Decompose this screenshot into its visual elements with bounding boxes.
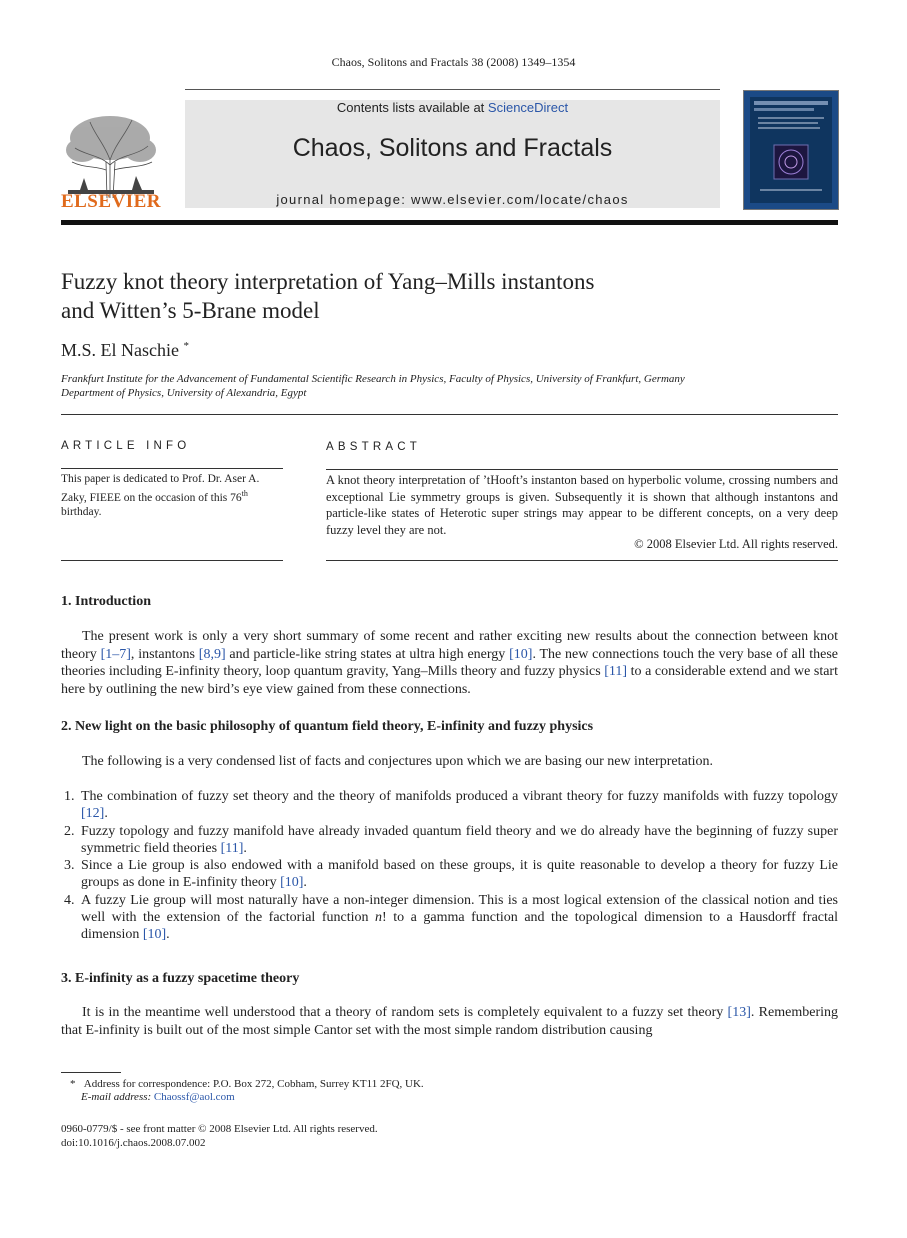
paragraph-e-infinity: It is in the meantime well understood that a theory of random sets is completely equivalent to a fuzzy set theory [13]. Remembering that E-infinity is built out of the most simple Cantor set with the most simple random distribution causing — [61, 1005, 838, 1038]
list-item: 1. The combination of fuzzy set theory and the theory of manifolds produced a vibrant theory for fuzzy manifolds with fuzzy topology [12]. — [64, 789, 838, 822]
abstract-copyright: © 2008 Elsevier Ltd. All rights reserved. — [634, 537, 838, 551]
citation-link[interactable]: [10] — [142, 927, 167, 943]
affiliation-2: Department of Physics, University of Alexandria, Egypt — [61, 387, 307, 399]
citation-link[interactable]: [13] — [727, 1005, 751, 1020]
article-title — [61, 267, 838, 325]
sciencedirect-link[interactable]: ScienceDirect — [487, 100, 569, 115]
contents-line — [185, 100, 720, 115]
article-info-text: This paper is dedicated to Prof. Dr. Aser A. Zaky, FIEEE on the occasion of this 76th birthday. — [61, 473, 260, 518]
journal-cover-icon — [743, 90, 839, 210]
affiliation-1: Frankfurt Institute for the Advancement of Fundamental Scientific Research in Physics, Faculty of Physics, University of Frankfurt, Germany — [61, 373, 685, 385]
journal-title: Chaos, Solitons and Fractals — [292, 134, 613, 162]
email-link[interactable]: Chaossf@aol.com — [153, 1091, 235, 1103]
citation-link[interactable]: [10] — [509, 646, 533, 662]
list-item: 2. Fuzzy topology and fuzzy manifold have already invaded quantum field theory and we do already have the beginning of fuzzy super symmetric field theories [11]. — [64, 823, 838, 856]
issn-doi — [61, 1122, 378, 1150]
citation-link[interactable]: [12] — [81, 806, 105, 822]
list-item: 4. A fuzzy Lie group will most naturally have a non-integer dimension. This is a most logical extension of the classical notion and ties well with the extension of the factorial function n! to a gamma function and the topological dimension to a Hausdorff fractal dimension [10]. — [64, 892, 839, 943]
doi-line[interactable]: doi:10.1016/j.chaos.2008.07.002 — [61, 1137, 206, 1149]
section-heading-2: 2. New light on the basic philosophy of quantum field theory, E-infinity and fuzzy physics — [61, 719, 594, 734]
citation-link[interactable]: [11] — [604, 664, 628, 679]
paragraph-introduction: The present work is only a very short summary of some recent and rather exciting new results about the connection between knot theory [1–7], instantons [8,9] and particle-like string states at ultra high energy [10]. The new connections touch the very base of all these theories including E-infinity theory, loop quantum gravity, Yang–Mills theory and fuzzy physics [11] to a considerable extend and we start here by outlining the new bird’s eye view gained from these connections. — [61, 629, 838, 697]
divider — [326, 469, 838, 470]
numbered-list — [61, 788, 838, 944]
citation-link[interactable]: [11] — [220, 840, 244, 856]
divider — [61, 560, 283, 561]
title-line-1: Fuzzy knot theory interpretation of Yang–Mills instantons — [61, 269, 595, 294]
footnote-email: E-mail address: Chaossf@aol.com — [81, 1091, 235, 1103]
article-info-label: ARTICLE INFO — [61, 440, 191, 452]
abstract-text: A knot theory interpretation of ’tHooft’s instanton based on hyperbolic volume, crossing numbers and exceptional Lie symmetry groups is given. Subsequently it is shown that although instantons and particle-like states of Heterotic super strings may appear to be different concepts, on a very deep fuzzy level they are not. — [326, 473, 838, 537]
paragraph-list-intro: The following is a very condensed list of facts and conjectures upon which we are basing our new interpretation. — [82, 754, 713, 769]
affiliations — [61, 372, 838, 400]
running-head: Chaos, Solitons and Fractals 38 (2008) 1349–1354 — [331, 55, 576, 69]
list-item: 3. Since a Lie group is also endowed with a manifold based on these groups, it is quite reasonable to develop a theory for fuzzy Lie groups as done in E-infinity theory [10]. — [64, 858, 838, 891]
divider — [61, 468, 283, 469]
citation-link[interactable]: [1–7] — [100, 646, 131, 662]
title-line-2: and Witten’s 5-Brane model — [61, 298, 320, 323]
section-heading-3: 3. E-infinity as a fuzzy spacetime theory — [61, 971, 300, 986]
header-rule — [185, 89, 720, 90]
author-footnote-mark[interactable]: * — [183, 340, 189, 352]
divider — [61, 414, 838, 415]
footnote-address: * Address for correspondence: P.O. Box 272, Cobham, Surrey KT11 2FQ, UK. — [70, 1078, 424, 1090]
author-name: M.S. El Naschie — [61, 340, 179, 360]
divider — [326, 560, 838, 561]
masthead-rule — [61, 220, 838, 225]
journal-homepage[interactable]: journal homepage: www.elsevier.com/locate/chaos — [276, 192, 629, 207]
publisher-logo: ELSEVIER — [60, 191, 162, 212]
section-heading-1: 1. Introduction — [61, 594, 151, 609]
author — [61, 340, 189, 361]
issn-line: 0960-0779/$ - see front matter © 2008 Elsevier Ltd. All rights reserved. — [61, 1123, 378, 1135]
citation-link[interactable]: [8,9] — [198, 646, 226, 662]
abstract-label: ABSTRACT — [326, 441, 421, 453]
citation-link[interactable]: [10] — [280, 875, 304, 891]
contents-prefix: Contents lists available at — [336, 100, 488, 115]
footnote-rule — [61, 1072, 121, 1073]
